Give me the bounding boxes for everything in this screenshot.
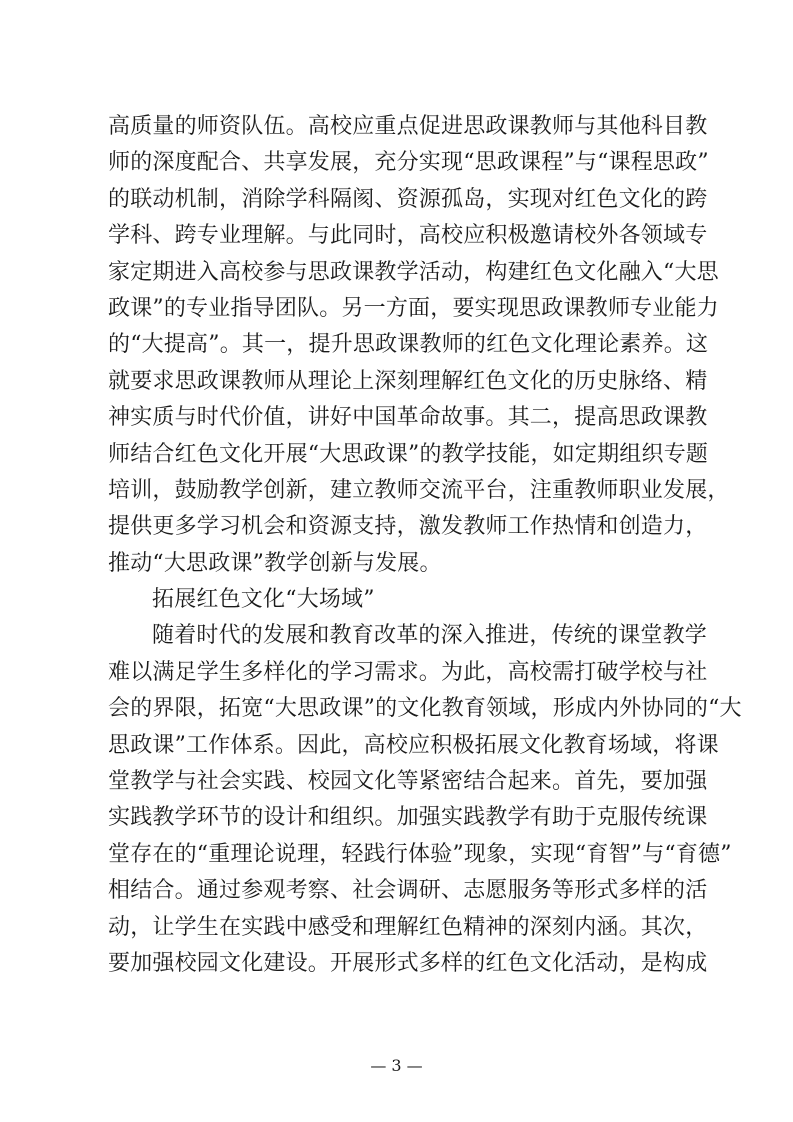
text-line: 神实质与时代价值，讲好中国革命故事。其二，提高思政课教 (108, 405, 708, 431)
text-line: 高质量的师资队伍。高校应重点促进思政课教师与其他科目教 (108, 114, 708, 139)
text-line: 相结合。通过参观考察、社会调研、志愿服务等形式多样的活 (108, 878, 708, 904)
text-line: 动，让学生在实践中感受和理解红色精神的深刻内涵。其次， (108, 914, 708, 940)
text-line: 实践教学环节的设计和组织。加强实践教学有助于克服传统课 (108, 805, 708, 831)
text-line: 堂教学与社会实践、校园文化等紧密结合起来。首先，要加强 (108, 768, 708, 794)
text-line: 难以满足学生多样化的学习需求。为此，高校需打破学校与社 (108, 659, 708, 685)
text-line: 学科、跨专业理解。与此同时，高校应积极邀请校外各领域专 (108, 223, 708, 249)
text-line: 就要求思政课教师从理论上深刻理解红色文化的历史脉络、精 (108, 368, 708, 394)
section-heading: 拓展红色文化“大场域” (152, 587, 375, 612)
text-line: 的“大提高”。其一，提升思政课教师的红色文化理论素养。这 (108, 332, 709, 358)
text-line: 政课”的专业指导团队。另一方面，要实现思政课教师专业能力 (108, 295, 719, 321)
text-line: 会的界限，拓宽“大思政课”的文化教育领域，形成内外协同的“大 (108, 696, 742, 722)
text-line: 培训，鼓励教学创新，建立教师交流平台，注重教师职业发展， (108, 477, 730, 503)
text-line: 家定期进入高校参与思政课教学活动，构建红色文化融入“大思 (108, 259, 719, 285)
text-line: 堂存在的“重理论说理，轻践行体验”现象，实现“育智”与“育德” (108, 841, 732, 867)
text-line: 随着时代的发展和教育改革的深入推进，传统的课堂教学 (152, 623, 708, 649)
text-line: 师的深度配合、共享发展，充分实现“思政课程”与“课程思政” (108, 150, 709, 176)
text-line: 提供更多学习机会和资源支持，激发教师工作热情和创造力， (108, 514, 708, 540)
text-line: 推动“大思政课”教学创新与发展。 (108, 550, 442, 576)
section-expand-field (108, 582, 742, 982)
text-line: 师结合红色文化开展“大思政课”的教学技能，如定期组织专题 (108, 441, 709, 467)
paragraph-teacher-team (108, 109, 730, 582)
text-line: 思政课”工作体系。因此，高校应积极拓展文化教育场域，将课 (108, 732, 719, 758)
text-line: 的联动机制，消除学科隔阂、资源孤岛，实现对红色文化的跨 (108, 186, 708, 212)
text-line: 要加强校园文化建设。开展形式多样的红色文化活动，是构成 (108, 950, 708, 976)
page-number: — 3 — (370, 1056, 423, 1075)
